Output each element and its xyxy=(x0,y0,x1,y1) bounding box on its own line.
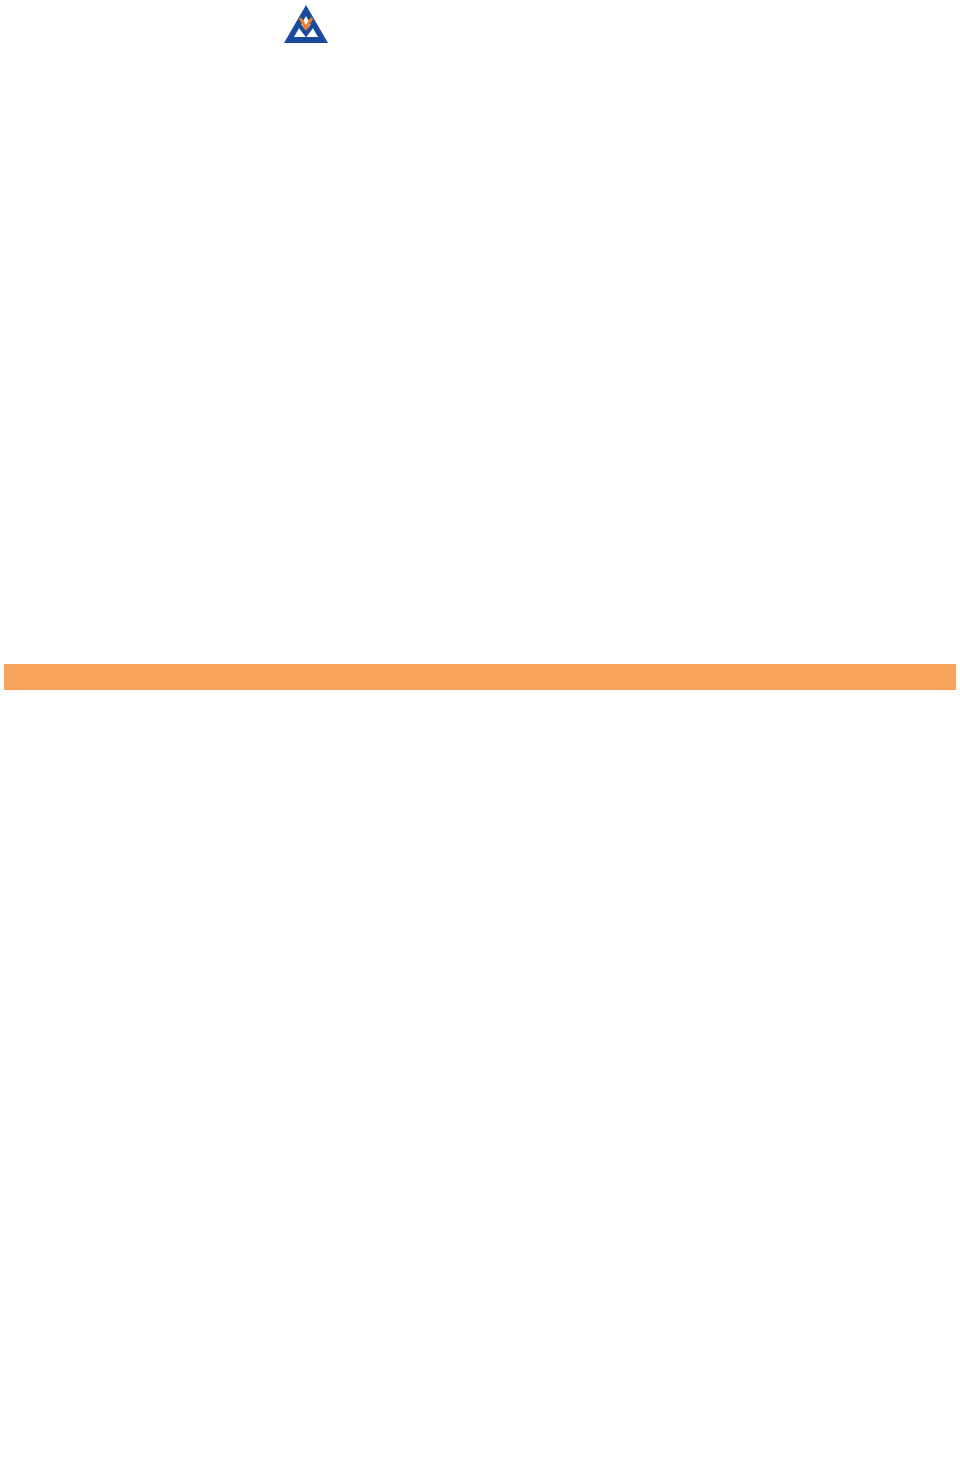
company-logo xyxy=(277,4,335,44)
page-header xyxy=(0,0,960,50)
section-v-banner xyxy=(4,664,956,690)
logo-emblem-icon xyxy=(283,4,329,44)
